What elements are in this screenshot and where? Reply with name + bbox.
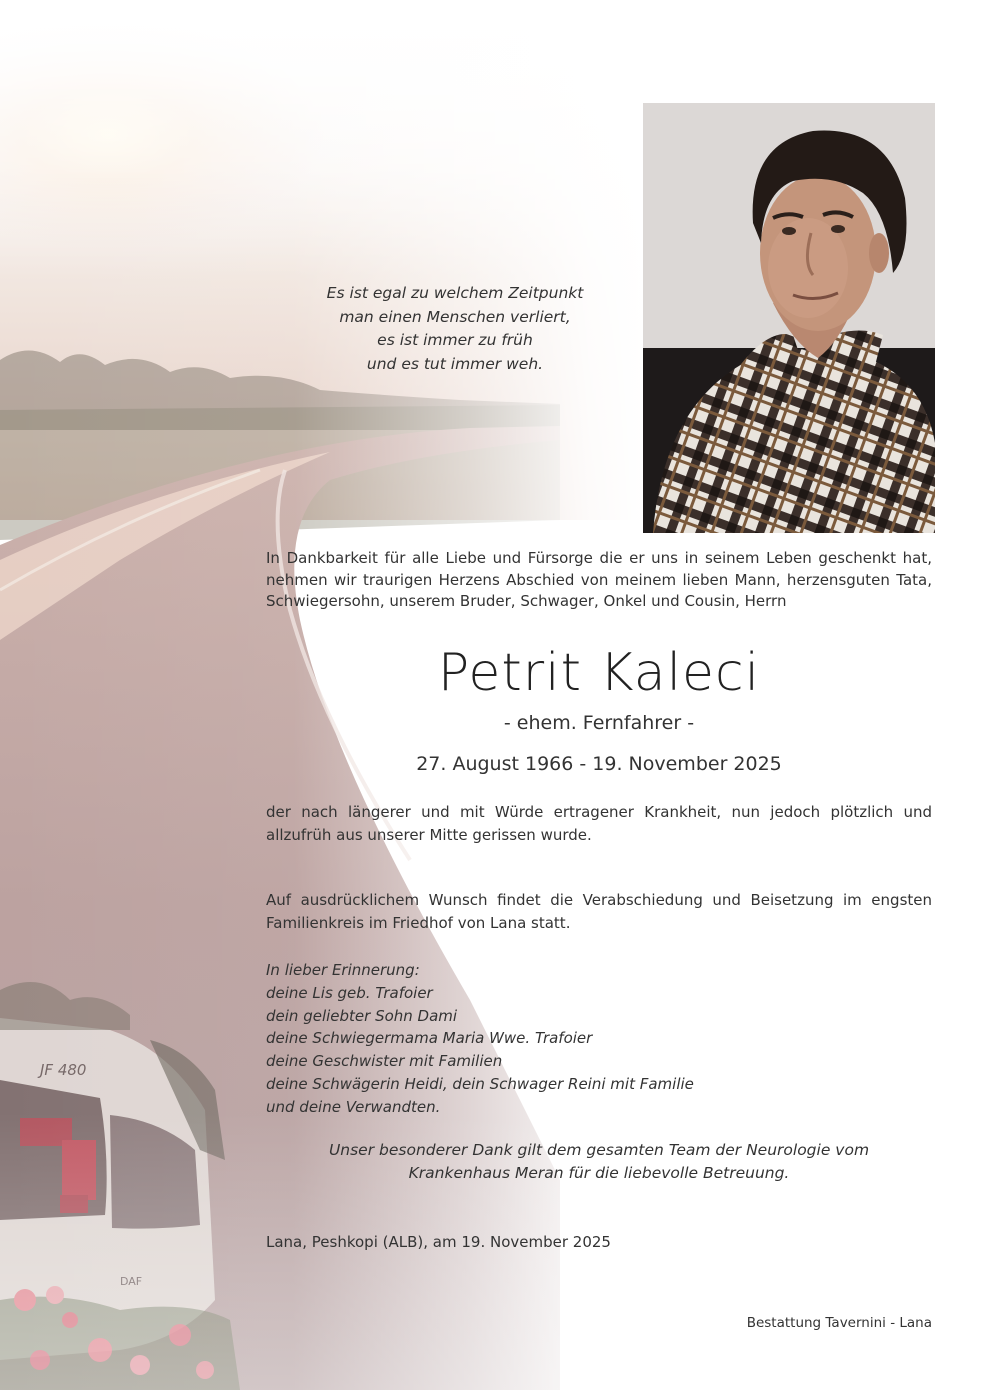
life-dates: 27. August 1966 - 19. November 2025: [416, 753, 782, 775]
mourner-line: deine Schwiegermama Maria Wwe. Trafoier: [266, 1029, 593, 1048]
mourners-heading: In lieber Erinnerung:: [266, 961, 420, 979]
mourner-line: und deine Verwandten.: [266, 1097, 441, 1116]
memorial-quote: [300, 282, 610, 376]
quote-line: und es tut immer weh.: [366, 354, 544, 373]
intro-text: In Dankbarkeit für alle Liebe und Fürsorge die er uns in seinem Leben geschenkt hat, nehmen wir traurigen Herzens Abschied von meinem lieben Mann, herzensguten Tata, Schwiegersohn, unserem Bruder, Schwager, Onkel und Cousin, Herrn: [266, 549, 932, 610]
thanks-line: Krankenhaus Meran für die liebevolle Betreuung.: [408, 1164, 790, 1182]
portrait-photo: [643, 103, 935, 533]
illness-paragraph: der nach längerer und mit Würde ertragener Krankheit, nun jedoch plötzlich und allzufrüh aus unserer Mitte gerissen wurde.: [266, 803, 932, 844]
quote-line: Es ist egal zu welchem Zeitpunkt: [326, 284, 584, 302]
funeral-paragraph: Auf ausdrücklichem Wunsch findet die Verabschiedung und Beisetzung im engsten Familienkreis im Friedhof von Lana statt.: [266, 891, 932, 932]
deceased-name: Petrit Kaleci: [437, 643, 761, 703]
funeral-home: Bestattung Tavernini - Lana: [746, 1315, 932, 1331]
occupation: - ehem. Fernfahrer -: [503, 712, 695, 734]
mourners-list: [266, 959, 866, 1119]
mourner-line: deine Geschwister mit Familien: [266, 1052, 503, 1071]
mourner-line: deine Lis geb. Trafoier: [266, 983, 433, 1002]
thanks-note: [266, 1139, 932, 1185]
quote-line: man einen Menschen verliert,: [339, 307, 571, 326]
place-date: Lana, Peshkopi (ALB), am 19. November 2025: [266, 1233, 611, 1251]
quote-line: es ist immer zu früh: [377, 331, 533, 349]
mourner-line: deine Schwägerin Heidi, dein Schwager Reini mit Familie: [266, 1074, 694, 1093]
thanks-line: Unser besonderer Dank gilt dem gesamten Team der Neurologie vom: [328, 1141, 870, 1159]
mourner-line: dein geliebter Sohn Dami: [266, 1006, 458, 1025]
